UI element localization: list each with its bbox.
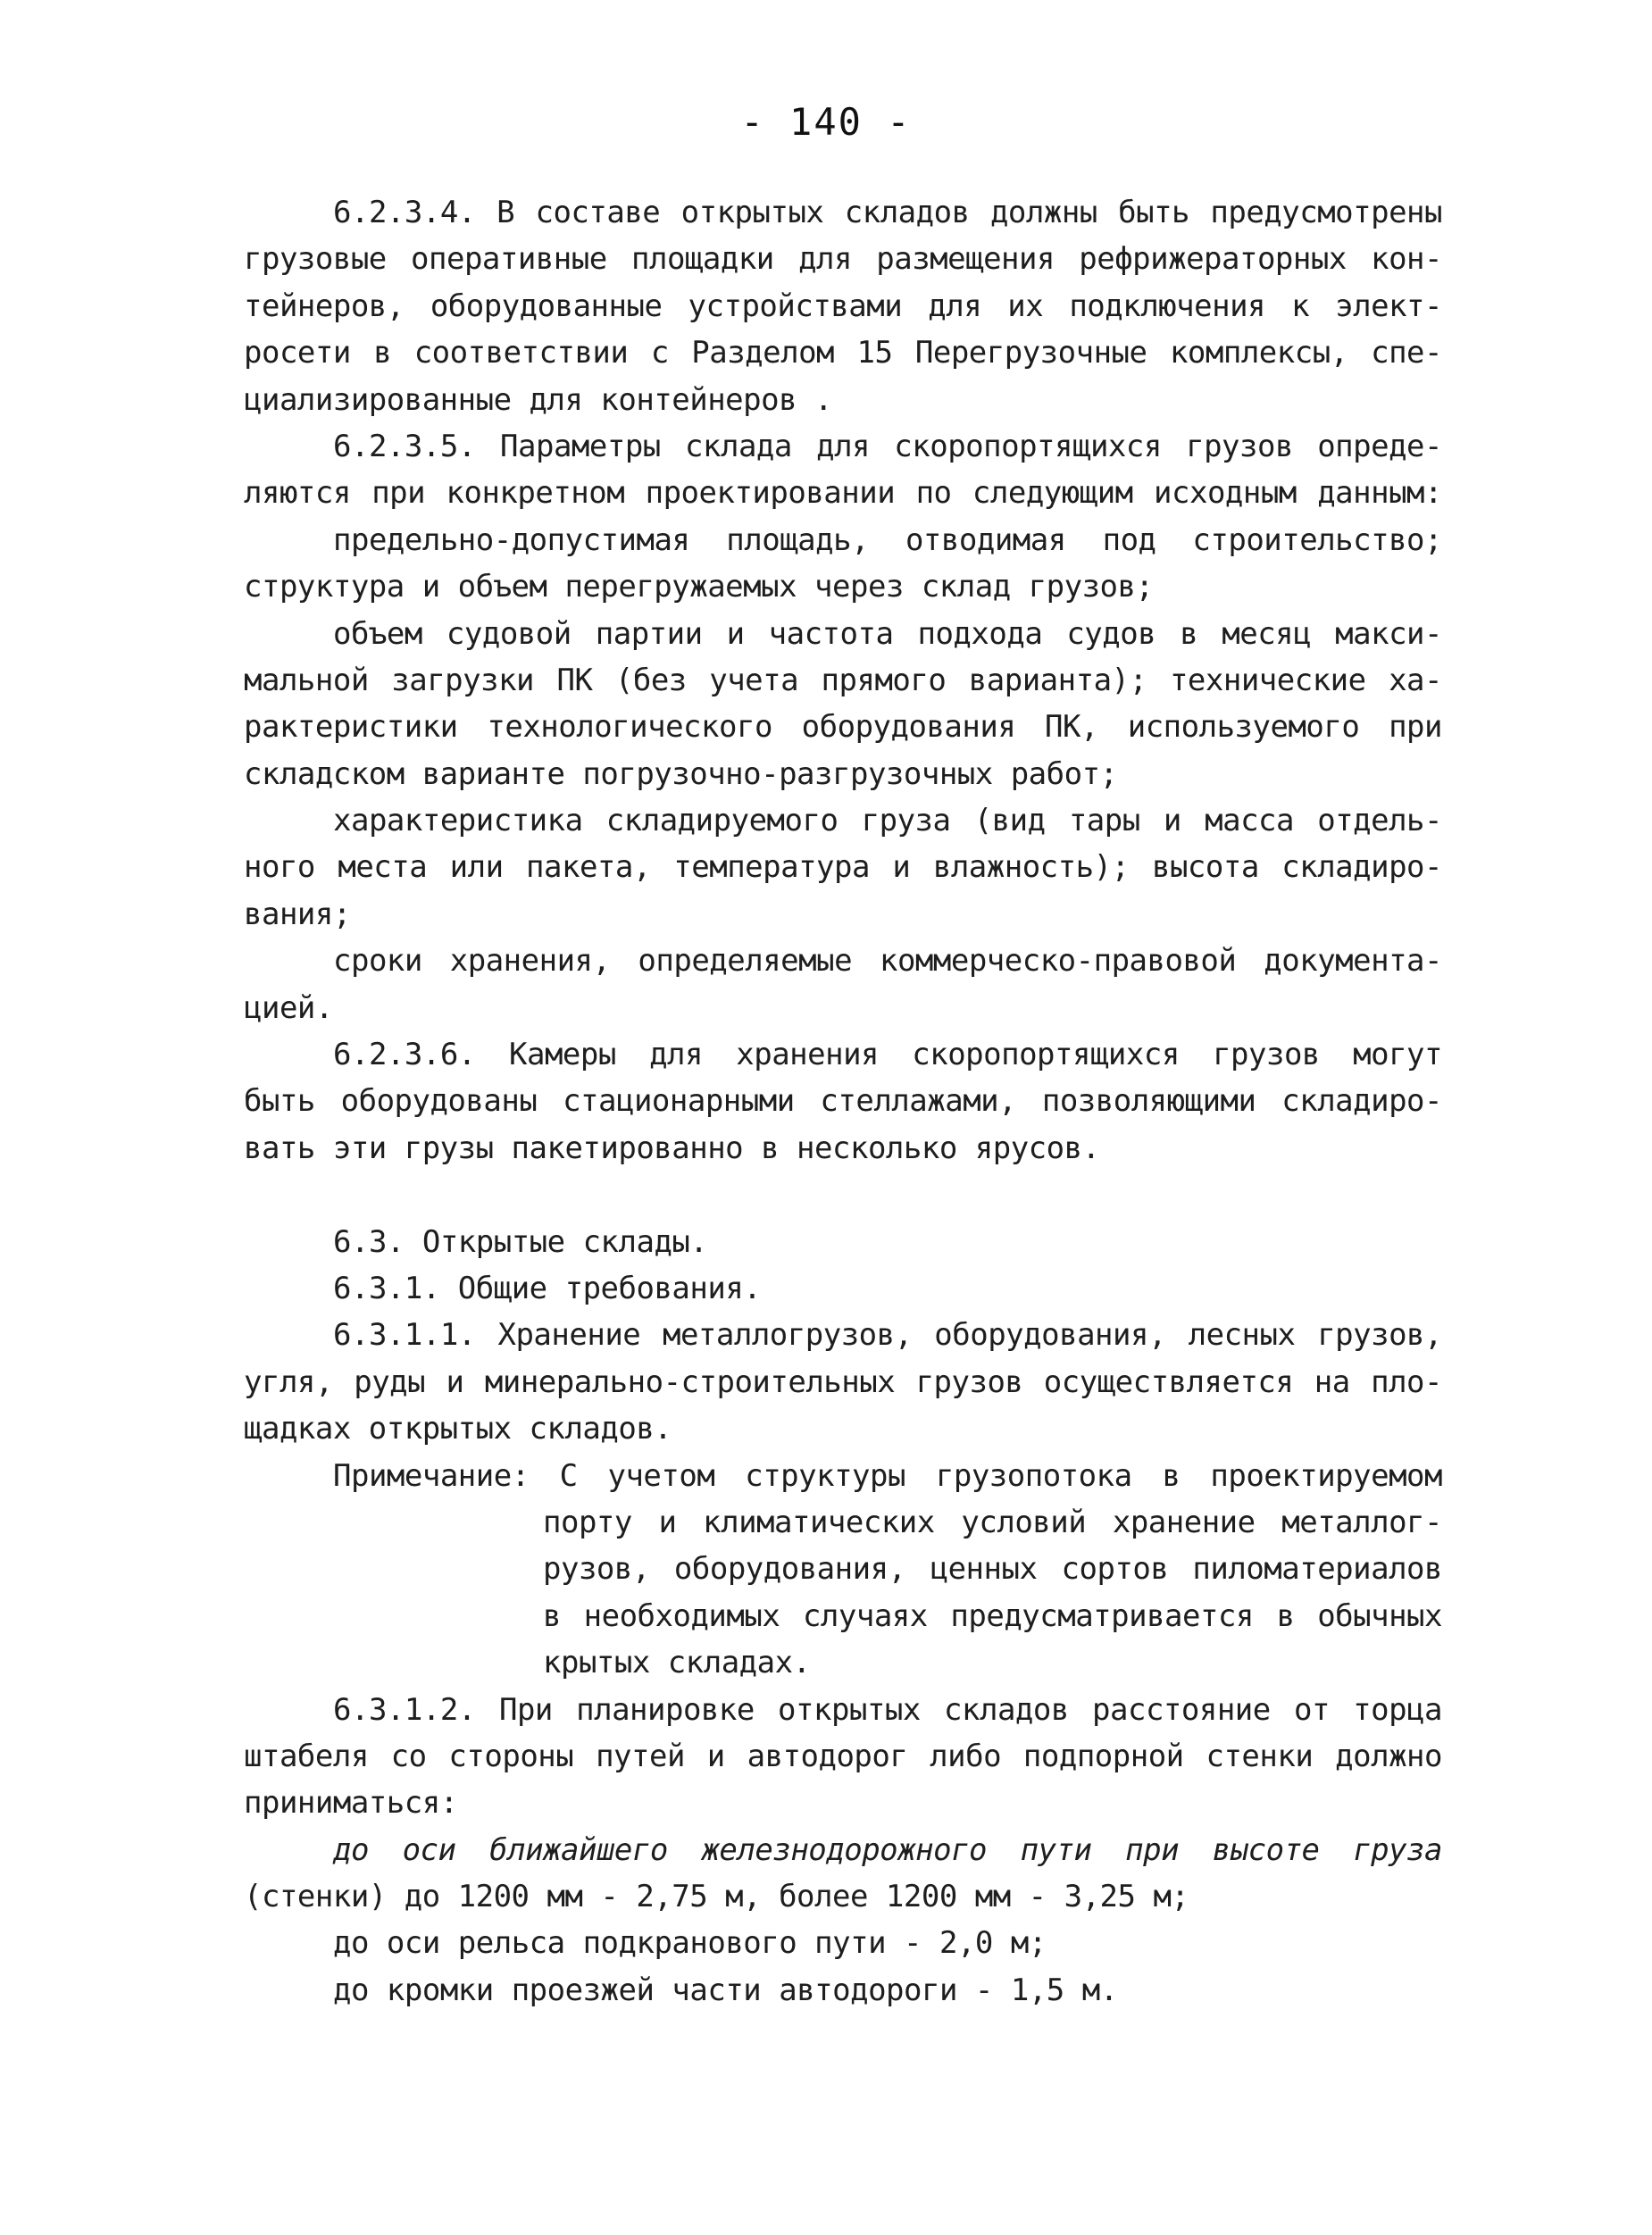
text-line: угля, руды и минерально-строительных грузов осуществляется на пло-: [244, 1364, 1442, 1400]
text-line: до оси ближайшего железнодорожного пути при высоте груза: [333, 1831, 1442, 1868]
text-line: сроки хранения, определяемые коммерческо-правовой документа-: [333, 943, 1442, 980]
page-number: - 140 -: [740, 100, 912, 144]
text-line: структура и объем перегружаемых через склад грузов;: [244, 569, 1154, 605]
text-line: щадках открытых складов.: [244, 1411, 672, 1447]
text-line: рузов, оборудования, ценных сортов пиломатериалов: [543, 1551, 1442, 1588]
blank-line: [244, 1172, 1442, 1218]
text-line: вать эти грузы пакетированно в несколько ярусов.: [244, 1130, 1100, 1166]
text-line: грузовые оперативные площадки для размещения рефрижераторных кон-: [244, 241, 1442, 278]
text-line: 6.2.3.4. В составе открытых складов должны быть предусмотрены: [333, 195, 1442, 230]
text-line: предельно-допустимая площадь, отводимая под строительство;: [333, 521, 1442, 558]
text-line: росети в соответствии с Разделом 15 Перегрузочные комплексы, спе-: [244, 335, 1442, 371]
text-line: 6.3.1. Общие требования.: [333, 1270, 762, 1306]
text-line: характеристика складируемого груза (вид тары и масса отдель-: [333, 803, 1442, 839]
text-line: рактеристики технологического оборудования ПК, используемого при: [244, 709, 1442, 746]
text-line: крытых складах.: [543, 1645, 811, 1681]
text-line: 6.3.1.1. Хранение металлогрузов, оборудования, лесных грузов,: [333, 1317, 1442, 1354]
text-line: до оси рельса подкранового пути - 2,0 м;: [333, 1925, 1047, 1962]
text-line: до кромки проезжей части автодороги - 1,5 м.: [333, 1972, 1118, 2008]
text-line: 6.3.1.2. При планировке открытых складов расстояние от торца: [333, 1691, 1442, 1728]
text-line: ляются при конкретном проектировании по следующим исходным данным:: [244, 475, 1442, 512]
text-line: Примечание: С учетом структуры грузопотока в проектируемом: [333, 1457, 1442, 1494]
text-line: цией.: [244, 989, 333, 1026]
text-line: тейнеров, оборудованные устройствами для их подключения к элект-: [244, 288, 1442, 324]
text-line: 6.3. Открытые склады.: [333, 1223, 708, 1260]
text-line: (стенки) до 1200 мм - 2,75 м, более 1200 мм - 3,25 м;: [244, 1879, 1189, 1915]
text-line: в необходимых случаях предусматривается в обычных: [543, 1597, 1442, 1634]
text-line: быть оборудованы стационарными стеллажами, позволяющими складиро-: [244, 1083, 1442, 1120]
text-line: приниматься:: [244, 1785, 458, 1822]
text-line: 6.2.3.6. Камеры для хранения скоропортящихся грузов могут: [333, 1037, 1442, 1073]
body-text: [244, 189, 1442, 2014]
text-line: порту и климатических условий хранение металлог-: [543, 1504, 1442, 1540]
text-line: складском варианте погрузочно-разгрузочных работ;: [244, 755, 1118, 792]
text-line: ного места или пакета, температура и влажность); высота складиро-: [244, 849, 1442, 886]
text-line: мальной загрузки ПК (без учета прямого варианта); технические ха-: [244, 662, 1442, 698]
text-line: вания;: [244, 896, 351, 932]
text-line: объем судовой партии и частота подхода судов в месяц макси-: [333, 615, 1442, 652]
text-line: циализированные для контейнеров .: [244, 381, 833, 418]
text-line: штабеля со стороны путей и автодорог либо подпорной стенки должно: [244, 1738, 1442, 1774]
text-line: 6.2.3.5. Параметры склада для скоропортящихся грузов опреде-: [333, 428, 1442, 464]
